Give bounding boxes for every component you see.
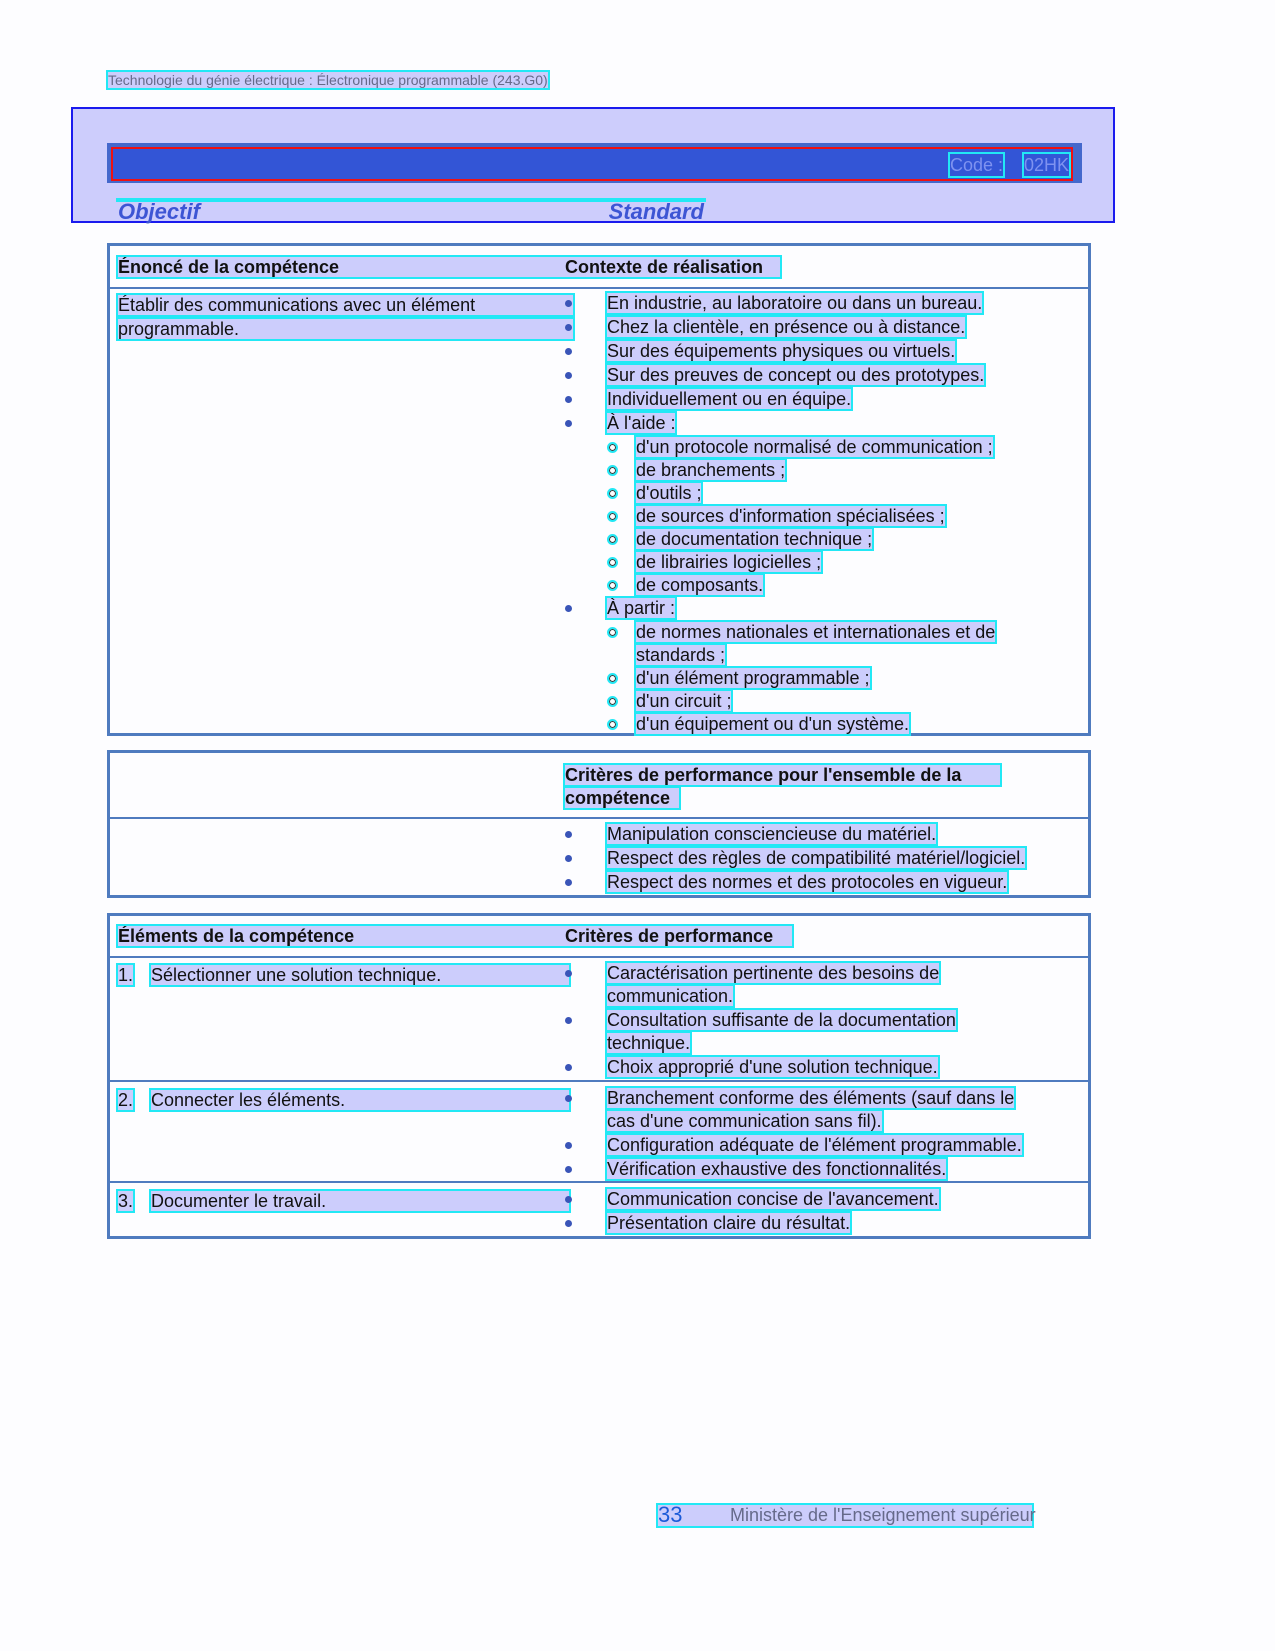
context-subitem: de sources d'information spécialisées ; <box>636 506 945 526</box>
performance-criterion: Communication concise de l'avancement. <box>607 1189 939 1209</box>
objectif-label: Objectif <box>118 199 200 224</box>
context-subitem-circle-icon <box>609 444 616 451</box>
context-item: En industrie, au laboratoire ou dans un bureau. <box>607 293 983 313</box>
overall-criteria-title-2: compétence <box>565 788 679 808</box>
context-item-bullet-icon <box>565 372 572 379</box>
performance-criterion-bullet-icon <box>565 1095 572 1102</box>
context-subitem-circle-icon <box>609 698 616 705</box>
context-subitem: standards ; <box>636 645 726 665</box>
context-item-bullet-icon <box>565 348 572 355</box>
standard-label: Standard <box>608 199 704 224</box>
elements-header <box>118 926 792 946</box>
context-subitem: de branchements ; <box>636 460 786 480</box>
context-subitem-circle-icon <box>609 582 616 589</box>
context-item: À partir : <box>607 598 676 618</box>
context-subitem: de composants. <box>636 575 764 595</box>
context-item: À l'aide : <box>607 413 676 433</box>
criteria-col-title: Critères de performance <box>565 926 774 946</box>
overall-criterion: Respect des règles de compatibilité matériel/logiciel. <box>607 848 1026 868</box>
performance-criterion-bullet-icon <box>565 1196 572 1203</box>
statement-line-2: programmable. <box>118 319 573 339</box>
overall-criterion: Respect des normes et des protocoles en vigueur. <box>607 872 1008 892</box>
context-item: Sur des équipements physiques ou virtuels. <box>607 341 956 361</box>
performance-criterion: Caractérisation pertinente des besoins de <box>607 963 940 983</box>
page-number: 33 <box>658 1502 683 1527</box>
statement-col-title: Énoncé de la compétence <box>118 257 340 277</box>
context-item: Chez la clientèle, en présence ou à distance. <box>607 317 966 337</box>
context-subitem-circle-icon <box>609 629 616 636</box>
code-value: 02HK <box>1024 155 1070 175</box>
running-header: Technologie du génie électrique : Électronique programmable (243.G0) <box>108 72 548 88</box>
overall-criteria-title-1: Critères de performance pour l'ensemble de la <box>565 765 1000 785</box>
element-text: Documenter le travail. <box>151 1191 569 1211</box>
context-item: Sur des preuves de concept ou des prototypes. <box>607 365 985 385</box>
performance-criterion: technique. <box>607 1033 691 1053</box>
element-number: 2. <box>118 1090 134 1110</box>
performance-criterion-bullet-icon <box>565 1220 572 1227</box>
context-subitem-circle-icon <box>609 675 616 682</box>
overall-criterion-bullet-icon <box>565 879 572 886</box>
performance-criterion-bullet-icon <box>565 1142 572 1149</box>
context-subitem-circle-icon <box>609 513 616 520</box>
context-subitem-circle-icon <box>609 467 616 474</box>
context-subitem: d'un protocole normalisé de communication ; <box>636 437 993 457</box>
divider <box>110 1181 1088 1183</box>
context-subitem-circle-icon <box>609 536 616 543</box>
performance-criterion: Présentation claire du résultat. <box>607 1213 851 1233</box>
context-subitem: d'outils ; <box>636 483 702 503</box>
context-item-bullet-icon <box>565 396 572 403</box>
element-text: Connecter les éléments. <box>151 1090 569 1110</box>
overall-criterion-bullet-icon <box>565 831 572 838</box>
divider <box>110 817 1088 819</box>
context-subitem: de normes nationales et internationales et de <box>636 622 996 642</box>
divider <box>110 287 1088 289</box>
context-item-bullet-icon <box>565 420 572 427</box>
context-subitem: de librairies logicielles ; <box>636 552 822 572</box>
element-text: Sélectionner une solution technique. <box>151 965 569 985</box>
performance-criterion: Consultation suffisante de la documentation <box>607 1010 956 1030</box>
context-subitem-circle-icon <box>609 559 616 566</box>
divider <box>110 1080 1088 1082</box>
performance-criterion-bullet-icon <box>565 1017 572 1024</box>
code-label: Code : <box>950 155 1004 175</box>
performance-criterion: Configuration adéquate de l'élément programmable. <box>607 1135 1022 1155</box>
performance-criterion: communication. <box>607 986 734 1006</box>
ministry-name: Ministère de l'Enseignement supérieur <box>730 1505 1036 1525</box>
statement-line-1: Établir des communications avec un élément <box>118 295 573 315</box>
elements-col-title: Éléments de la compétence <box>118 926 355 946</box>
performance-criterion: cas d'une communication sans fil). <box>607 1111 882 1131</box>
context-subitem: d'un circuit ; <box>636 691 732 711</box>
statement-header <box>118 257 780 277</box>
context-subitem-circle-icon <box>609 721 616 728</box>
overall-criterion: Manipulation consciencieuse du matériel. <box>607 824 937 844</box>
code-bar-inner <box>111 147 1073 181</box>
context-subitem: d'un équipement ou d'un système. <box>636 714 910 734</box>
element-number: 1. <box>118 965 134 985</box>
divider <box>110 956 1088 958</box>
performance-criterion-bullet-icon <box>565 1064 572 1071</box>
context-subitem: de documentation technique ; <box>636 529 873 549</box>
overall-criterion-bullet-icon <box>565 855 572 862</box>
element-number: 3. <box>118 1191 134 1211</box>
context-subitem: d'un élément programmable ; <box>636 668 870 688</box>
context-item-bullet-icon <box>565 324 572 331</box>
context-subitem-circle-icon <box>609 490 616 497</box>
page-footer <box>658 1502 1036 1527</box>
context-col-title: Contexte de réalisation <box>565 257 764 277</box>
context-item: Individuellement ou en équipe. <box>607 389 852 409</box>
performance-criterion: Vérification exhaustive des fonctionnalités. <box>607 1159 947 1179</box>
performance-criterion: Branchement conforme des éléments (sauf dans le <box>607 1088 1015 1108</box>
performance-criterion-bullet-icon <box>565 1166 572 1173</box>
context-item-bullet-icon <box>565 605 572 612</box>
performance-criterion-bullet-icon <box>565 970 572 977</box>
context-item-bullet-icon <box>565 300 572 307</box>
performance-criterion: Choix approprié d'une solution technique. <box>607 1057 938 1077</box>
